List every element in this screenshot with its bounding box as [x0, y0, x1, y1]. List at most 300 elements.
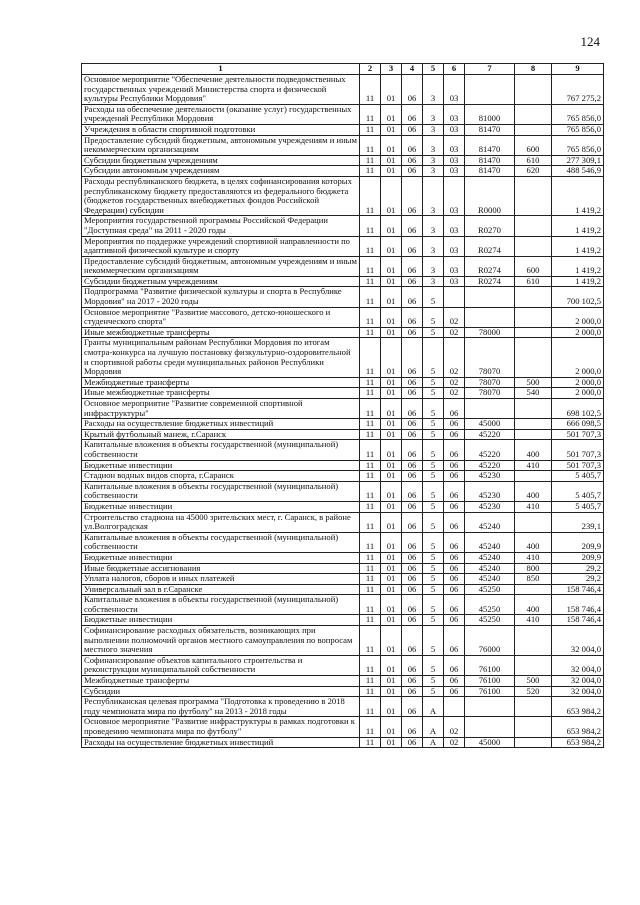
code-direction: 45240 [465, 563, 515, 574]
code-expense-type: 610 [515, 276, 552, 287]
table-body [82, 75, 604, 748]
code-subsection: 06 [402, 104, 423, 124]
code-section: 01 [381, 717, 402, 737]
code-ministry: 11 [360, 399, 381, 419]
amount: 1 419,2 [552, 276, 604, 287]
code-expense-type: 400 [515, 532, 552, 552]
table-row [82, 471, 604, 482]
code-event: 03 [444, 104, 465, 124]
code-event: 06 [444, 686, 465, 697]
code-event: 03 [444, 124, 465, 135]
code-program: 5 [423, 440, 444, 460]
code-direction [465, 399, 515, 419]
code-expense-type [515, 737, 552, 748]
amount: 765 856,0 [552, 104, 604, 124]
code-section: 01 [381, 104, 402, 124]
table-row [82, 176, 604, 215]
code-direction: 45220 [465, 460, 515, 471]
code-direction: 45000 [465, 419, 515, 430]
code-program: 5 [423, 399, 444, 419]
code-ministry: 11 [360, 460, 381, 471]
code-subsection: 06 [402, 399, 423, 419]
table-row [82, 419, 604, 430]
row-name: Бюджетные инвестиции [82, 501, 360, 512]
code-program: 5 [423, 327, 444, 338]
code-event: 03 [444, 216, 465, 236]
code-section: 01 [381, 615, 402, 626]
code-direction: 45250 [465, 615, 515, 626]
code-program: 5 [423, 460, 444, 471]
code-expense-type: 400 [515, 481, 552, 501]
code-section: 01 [381, 697, 402, 717]
code-subsection: 06 [402, 124, 423, 135]
code-ministry: 11 [360, 584, 381, 595]
code-direction: 45250 [465, 584, 515, 595]
code-ministry: 11 [360, 166, 381, 177]
code-ministry: 11 [360, 595, 381, 615]
code-ministry: 11 [360, 574, 381, 585]
table-row [82, 717, 604, 737]
row-name: Капитальные вложения в объекты государственной (муниципальной) собственности [82, 595, 360, 615]
code-ministry: 11 [360, 256, 381, 276]
code-event: 02 [444, 737, 465, 748]
code-subsection: 06 [402, 338, 423, 377]
amount: 1 419,2 [552, 256, 604, 276]
code-ministry: 11 [360, 327, 381, 338]
page-number: 124 [580, 34, 600, 49]
code-program: 5 [423, 686, 444, 697]
code-program: 5 [423, 574, 444, 585]
code-program: 5 [423, 595, 444, 615]
table-row [82, 501, 604, 512]
table-row [82, 615, 604, 626]
code-event: 03 [444, 135, 465, 155]
code-event: 06 [444, 460, 465, 471]
code-event: 06 [444, 532, 465, 552]
row-name: Республиканская целевая программа "Подготовка к проведению в 2018 году чемпионата мира по футболу" на 2013 - 2018 годы [82, 697, 360, 717]
amount: 158 746,4 [552, 615, 604, 626]
code-ministry: 11 [360, 440, 381, 460]
code-expense-type: 400 [515, 595, 552, 615]
code-expense-type [515, 655, 552, 675]
code-expense-type [515, 216, 552, 236]
code-program: 5 [423, 512, 444, 532]
code-expense-type: 610 [515, 155, 552, 166]
code-subsection: 06 [402, 388, 423, 399]
code-ministry: 11 [360, 552, 381, 563]
code-section: 01 [381, 737, 402, 748]
code-ministry: 11 [360, 512, 381, 532]
code-subsection: 06 [402, 481, 423, 501]
code-expense-type [515, 338, 552, 377]
code-event: 03 [444, 256, 465, 276]
row-name: Бюджетные инвестиции [82, 460, 360, 471]
row-name: Крытый футбольный манеж, г.Саранск [82, 429, 360, 440]
code-program: 5 [423, 377, 444, 388]
table-row [82, 686, 604, 697]
code-program: 5 [423, 655, 444, 675]
amount: 5 405,7 [552, 501, 604, 512]
table-row [82, 276, 604, 287]
column-header: 5 [423, 64, 444, 75]
code-direction: 45220 [465, 440, 515, 460]
code-program: 5 [423, 584, 444, 595]
code-expense-type [515, 429, 552, 440]
code-subsection: 06 [402, 440, 423, 460]
code-section: 01 [381, 552, 402, 563]
amount: 5 405,7 [552, 471, 604, 482]
code-direction: 45230 [465, 471, 515, 482]
code-program: 5 [423, 532, 444, 552]
code-subsection: 06 [402, 563, 423, 574]
row-name: Расходы республиканского бюджета, в целях софинансирования которых республиканскому бюджету предоставляются из федерального бюджета (бюджетов государственных внебюджетных фондов Российской Федерации) субсидии [82, 176, 360, 215]
code-section: 01 [381, 338, 402, 377]
code-program: 3 [423, 216, 444, 236]
code-program: А [423, 697, 444, 717]
code-expense-type: 410 [515, 552, 552, 563]
row-name: Строительство стадиона на 45000 зрительских мест, г. Саранск, в районе ул.Волгоградская [82, 512, 360, 532]
row-name: Иные бюджетные ассигнования [82, 563, 360, 574]
row-name: Расходы на обеспечение деятельности (оказание услуг) государственных учреждений Республики Мордовия [82, 104, 360, 124]
table-row [82, 552, 604, 563]
code-program: 5 [423, 338, 444, 377]
code-direction: 78000 [465, 327, 515, 338]
amount: 158 746,4 [552, 584, 604, 595]
code-section: 01 [381, 166, 402, 177]
amount: 653 984,2 [552, 717, 604, 737]
code-direction: 78070 [465, 377, 515, 388]
row-name: Мероприятия по поддержке учреждений спортивной направленности по адаптивной физической культуре и спорту [82, 236, 360, 256]
code-section: 01 [381, 419, 402, 430]
column-header: 1 [82, 64, 360, 75]
amount: 277 309,1 [552, 155, 604, 166]
amount: 666 098,5 [552, 419, 604, 430]
amount: 29,2 [552, 563, 604, 574]
code-ministry: 11 [360, 563, 381, 574]
row-name: Основное мероприятие "Развитие современной спортивной инфраструктуры" [82, 399, 360, 419]
code-ministry: 11 [360, 737, 381, 748]
column-header: 4 [402, 64, 423, 75]
code-program: А [423, 737, 444, 748]
column-header: 7 [465, 64, 515, 75]
row-name: Расходы на осуществление бюджетных инвестиций [82, 737, 360, 748]
code-subsection: 06 [402, 429, 423, 440]
code-expense-type [515, 104, 552, 124]
amount: 239,1 [552, 512, 604, 532]
code-section: 01 [381, 512, 402, 532]
code-ministry: 11 [360, 655, 381, 675]
code-expense-type: 600 [515, 135, 552, 155]
code-direction: 45230 [465, 481, 515, 501]
row-name: Универсальный зал в г.Саранске [82, 584, 360, 595]
code-direction: R0274 [465, 256, 515, 276]
amount: 2 000,0 [552, 307, 604, 327]
code-subsection: 06 [402, 595, 423, 615]
code-subsection: 06 [402, 471, 423, 482]
code-expense-type: 520 [515, 686, 552, 697]
code-expense-type [515, 75, 552, 105]
code-program: 3 [423, 236, 444, 256]
code-event: 03 [444, 236, 465, 256]
code-event: 03 [444, 75, 465, 105]
table-row [82, 563, 604, 574]
code-subsection: 06 [402, 501, 423, 512]
table-row [82, 124, 604, 135]
amount: 158 746,4 [552, 595, 604, 615]
code-expense-type: 410 [515, 615, 552, 626]
amount: 501 707,3 [552, 460, 604, 471]
amount: 2 000,0 [552, 388, 604, 399]
code-subsection: 06 [402, 552, 423, 563]
code-program: 3 [423, 166, 444, 177]
code-event: 06 [444, 552, 465, 563]
code-section: 01 [381, 429, 402, 440]
code-ministry: 11 [360, 307, 381, 327]
code-direction: 45000 [465, 737, 515, 748]
code-section: 01 [381, 574, 402, 585]
amount: 209,9 [552, 532, 604, 552]
table-row [82, 256, 604, 276]
code-direction: R0270 [465, 216, 515, 236]
code-direction: 76100 [465, 655, 515, 675]
code-ministry: 11 [360, 124, 381, 135]
code-ministry: 11 [360, 697, 381, 717]
code-ministry: 11 [360, 419, 381, 430]
code-event: 06 [444, 615, 465, 626]
code-event: 06 [444, 471, 465, 482]
code-expense-type [515, 124, 552, 135]
row-name: Подпрограмма "Развитие физической культуры и спорта в Республике Мордовия" на 2017 - 2020 годы [82, 287, 360, 307]
code-ministry: 11 [360, 429, 381, 440]
row-name: Уплата налогов, сборов и иных платежей [82, 574, 360, 585]
code-direction: 78070 [465, 388, 515, 399]
table-row [82, 595, 604, 615]
amount: 653 984,2 [552, 697, 604, 717]
column-header: 9 [552, 64, 604, 75]
code-subsection: 06 [402, 166, 423, 177]
code-section: 01 [381, 399, 402, 419]
code-subsection: 06 [402, 574, 423, 585]
code-program: 5 [423, 388, 444, 399]
code-expense-type: 620 [515, 166, 552, 177]
code-section: 01 [381, 276, 402, 287]
code-subsection: 06 [402, 460, 423, 471]
row-name: Основное мероприятие "Развитие массового, детско-юношеского и студенческого спорта" [82, 307, 360, 327]
code-section: 01 [381, 377, 402, 388]
code-event: 06 [444, 655, 465, 675]
row-name: Капитальные вложения в объекты государственной (муниципальной) собственности [82, 532, 360, 552]
row-name: Предоставление субсидий бюджетным, автономным учреждениям и иным некоммерческим организациям [82, 256, 360, 276]
column-header: 6 [444, 64, 465, 75]
code-section: 01 [381, 676, 402, 687]
amount: 653 984,2 [552, 737, 604, 748]
code-expense-type [515, 512, 552, 532]
code-ministry: 11 [360, 104, 381, 124]
table-row [82, 307, 604, 327]
code-expense-type [515, 419, 552, 430]
table-row [82, 655, 604, 675]
code-event: 06 [444, 429, 465, 440]
code-expense-type: 800 [515, 563, 552, 574]
code-ministry: 11 [360, 236, 381, 256]
code-section: 01 [381, 563, 402, 574]
code-event: 02 [444, 717, 465, 737]
row-name: Субсидии автономным учреждениям [82, 166, 360, 177]
code-direction: 45220 [465, 429, 515, 440]
code-program: 5 [423, 626, 444, 656]
table-row [82, 166, 604, 177]
amount: 209,9 [552, 552, 604, 563]
code-section: 01 [381, 388, 402, 399]
code-direction [465, 307, 515, 327]
amount: 765 856,0 [552, 124, 604, 135]
table-row [82, 155, 604, 166]
code-program: 5 [423, 471, 444, 482]
table-row [82, 338, 604, 377]
code-expense-type [515, 697, 552, 717]
amount: 698 102,5 [552, 399, 604, 419]
code-event: 06 [444, 481, 465, 501]
row-name: Гранты муниципальным районам Республики Мордовия по итогам смотра-конкурса на лучшую постановку физкультурно-оздоровительной и спортивной работы среди муниципальных районов Республики Мордовия [82, 338, 360, 377]
row-name: Мероприятия государственной программы Российской Федерации "Доступная среда" на 2011 - 2020 годы [82, 216, 360, 236]
code-section: 01 [381, 460, 402, 471]
amount: 2 000,0 [552, 338, 604, 377]
amount: 488 546,9 [552, 166, 604, 177]
code-subsection: 06 [402, 626, 423, 656]
amount: 767 275,2 [552, 75, 604, 105]
code-subsection: 06 [402, 377, 423, 388]
code-subsection: 06 [402, 287, 423, 307]
amount: 1 419,2 [552, 176, 604, 215]
amount: 5 405,7 [552, 481, 604, 501]
code-program: 3 [423, 75, 444, 105]
row-name: Капитальные вложения в объекты государственной (муниципальной) собственности [82, 481, 360, 501]
code-ministry: 11 [360, 532, 381, 552]
code-direction: 45240 [465, 532, 515, 552]
code-ministry: 11 [360, 686, 381, 697]
code-event: 06 [444, 501, 465, 512]
code-direction: 45240 [465, 574, 515, 585]
code-subsection: 06 [402, 686, 423, 697]
code-program: А [423, 717, 444, 737]
amount: 32 004,0 [552, 655, 604, 675]
code-expense-type: 400 [515, 440, 552, 460]
code-subsection: 06 [402, 135, 423, 155]
code-event: 02 [444, 388, 465, 399]
row-name: Бюджетные инвестиции [82, 615, 360, 626]
code-section: 01 [381, 124, 402, 135]
code-section: 01 [381, 155, 402, 166]
code-section: 01 [381, 256, 402, 276]
code-subsection: 06 [402, 236, 423, 256]
row-name: Учреждения в области спортивной подготовки [82, 124, 360, 135]
code-event: 06 [444, 399, 465, 419]
table-row [82, 676, 604, 687]
code-section: 01 [381, 471, 402, 482]
code-expense-type: 410 [515, 460, 552, 471]
code-ministry: 11 [360, 471, 381, 482]
code-expense-type [515, 236, 552, 256]
table-row [82, 388, 604, 399]
row-name: Субсидии бюджетным учреждениям [82, 276, 360, 287]
row-name: Стадион водных видов спорта, г.Саранск [82, 471, 360, 482]
code-subsection: 06 [402, 655, 423, 675]
table-row [82, 135, 604, 155]
code-event: 06 [444, 626, 465, 656]
code-subsection: 06 [402, 676, 423, 687]
code-direction: 45240 [465, 512, 515, 532]
code-section: 01 [381, 135, 402, 155]
code-expense-type: 500 [515, 377, 552, 388]
amount: 700 102,5 [552, 287, 604, 307]
code-program: 5 [423, 287, 444, 307]
code-direction [465, 697, 515, 717]
table-row [82, 327, 604, 338]
code-direction: 81470 [465, 135, 515, 155]
code-expense-type: 600 [515, 256, 552, 276]
code-event: 02 [444, 327, 465, 338]
table-row [82, 399, 604, 419]
code-ministry: 11 [360, 615, 381, 626]
amount: 765 856,0 [552, 135, 604, 155]
code-event: 06 [444, 584, 465, 595]
code-program: 5 [423, 481, 444, 501]
code-event: 06 [444, 574, 465, 585]
code-direction: 45230 [465, 501, 515, 512]
table-row [82, 460, 604, 471]
code-section: 01 [381, 595, 402, 615]
row-name: Предоставление субсидий бюджетным, автономным учреждениям и иным некоммерческим организациям [82, 135, 360, 155]
code-section: 01 [381, 216, 402, 236]
code-program: 5 [423, 676, 444, 687]
code-program: 5 [423, 501, 444, 512]
code-section: 01 [381, 327, 402, 338]
code-ministry: 11 [360, 501, 381, 512]
code-expense-type [515, 471, 552, 482]
code-event: 06 [444, 563, 465, 574]
code-ministry: 11 [360, 276, 381, 287]
amount: 32 004,0 [552, 626, 604, 656]
table-row [82, 75, 604, 105]
row-name: Межбюджетные трансферты [82, 377, 360, 388]
code-program: 3 [423, 256, 444, 276]
code-expense-type [515, 307, 552, 327]
code-section: 01 [381, 287, 402, 307]
code-program: 3 [423, 135, 444, 155]
code-direction: 76100 [465, 676, 515, 687]
row-name: Софинансирование расходных обязательств, возникающих при выполнении полномочий органов местного самоуправления по вопросам местного значения [82, 626, 360, 656]
code-section: 01 [381, 440, 402, 460]
row-name: Расходы на осуществление бюджетных инвестиций [82, 419, 360, 430]
code-ministry: 11 [360, 388, 381, 399]
code-section: 01 [381, 501, 402, 512]
code-subsection: 06 [402, 75, 423, 105]
row-name: Бюджетные инвестиции [82, 552, 360, 563]
header-row [82, 64, 604, 75]
row-name: Иные межбюджетные трансферты [82, 327, 360, 338]
code-ministry: 11 [360, 676, 381, 687]
table-row [82, 584, 604, 595]
table-row [82, 216, 604, 236]
row-name: Основное мероприятие "Развитие инфраструктуры в рамках подготовки к проведению чемпионата мира по футболу" [82, 717, 360, 737]
code-subsection: 06 [402, 176, 423, 215]
code-expense-type [515, 287, 552, 307]
code-event: 02 [444, 338, 465, 377]
code-subsection: 06 [402, 216, 423, 236]
code-section: 01 [381, 481, 402, 501]
code-expense-type [515, 176, 552, 215]
code-subsection: 06 [402, 155, 423, 166]
